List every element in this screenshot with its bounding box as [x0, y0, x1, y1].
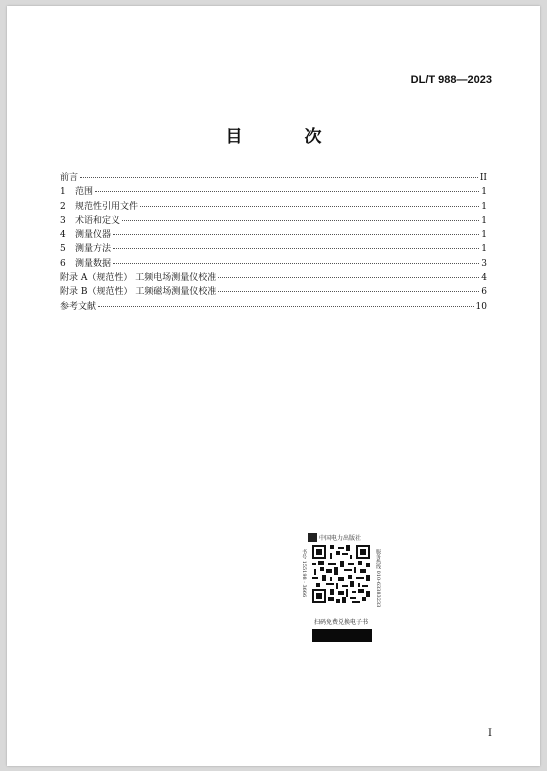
toc-entry[interactable] [60, 256, 487, 270]
toc-entry-title: 范围 [75, 187, 94, 198]
toc-entry-title: 测量仪器 [75, 230, 112, 241]
qr-promo[interactable] [300, 531, 382, 646]
toc-entry-title: 参考文献 [60, 301, 97, 312]
qr-code-icon[interactable] [312, 545, 370, 603]
toc-list [60, 170, 487, 313]
toc-entry-page: 1 [481, 187, 487, 198]
toc-entry-page: 1 [481, 244, 487, 255]
toc-leader-dots [80, 177, 478, 178]
toc-entry-number: 5 [60, 244, 66, 255]
qr-caption: 扫码免费兑换电子书 [313, 619, 368, 626]
toc-entry[interactable] [60, 213, 487, 227]
toc-leader-dots [218, 277, 479, 278]
toc-entry[interactable] [60, 299, 487, 313]
qr-book-number: 书号 155198 · 3666 [301, 549, 307, 598]
toc-entry-page: 1 [481, 215, 487, 226]
toc-entry-page: 6 [481, 287, 487, 298]
toc-entry[interactable] [60, 227, 487, 241]
toc-entry-number: 6 [60, 258, 66, 269]
toc-entry-number: 3 [60, 215, 66, 226]
toc-entry-title: 测量数据 [75, 258, 112, 269]
toc-entry-title: 前言 [60, 173, 79, 183]
toc-title: 目 次 [225, 127, 350, 147]
toc-entry-page: II [479, 173, 487, 183]
publisher-logo-icon [308, 533, 317, 542]
toc-leader-dots [113, 248, 479, 249]
toc-entry[interactable] [60, 170, 487, 184]
toc-leader-dots [113, 234, 479, 235]
toc-entry[interactable] [60, 241, 487, 255]
toc-entry-number: 1 [60, 187, 66, 198]
redaction-bar [312, 629, 372, 642]
toc-leader-dots [122, 220, 479, 221]
toc-leader-dots [95, 191, 479, 192]
toc-leader-dots [98, 306, 474, 307]
toc-entry[interactable] [60, 270, 487, 284]
toc-entry-title: 附录 B（规范性） 工频磁场测量仪校准 [60, 287, 217, 298]
toc-entry-page: 4 [481, 273, 487, 284]
toc-leader-dots [113, 263, 479, 264]
document-page [7, 6, 540, 766]
toc-entry[interactable] [60, 184, 487, 198]
toc-leader-dots [218, 291, 479, 292]
toc-entry-title: 规范性引用文件 [75, 201, 139, 212]
toc-entry-page: 3 [481, 258, 487, 269]
qr-header [308, 531, 378, 543]
document-code: DL/T 988—2023 [410, 74, 492, 86]
toc-entry-title: 测量方法 [75, 244, 112, 255]
toc-entry[interactable] [60, 199, 487, 213]
toc-entry-page: 1 [481, 201, 487, 212]
toc-entry[interactable] [60, 284, 487, 298]
toc-entry-title: 术语和定义 [75, 215, 121, 226]
qr-service-hotline: 服务热线 010-63383233 [375, 549, 381, 608]
publisher-name: 中国电力出版社 [319, 534, 362, 542]
toc-entry-number: 4 [60, 230, 66, 241]
toc-entry-title: 附录 A（规范性） 工频电场测量仪校准 [60, 273, 217, 284]
toc-leader-dots [140, 206, 479, 207]
toc-entry-page: 10 [475, 301, 487, 312]
toc-entry-number: 2 [60, 201, 66, 212]
toc-entry-page: 1 [481, 230, 487, 241]
page-number: I [488, 728, 492, 739]
